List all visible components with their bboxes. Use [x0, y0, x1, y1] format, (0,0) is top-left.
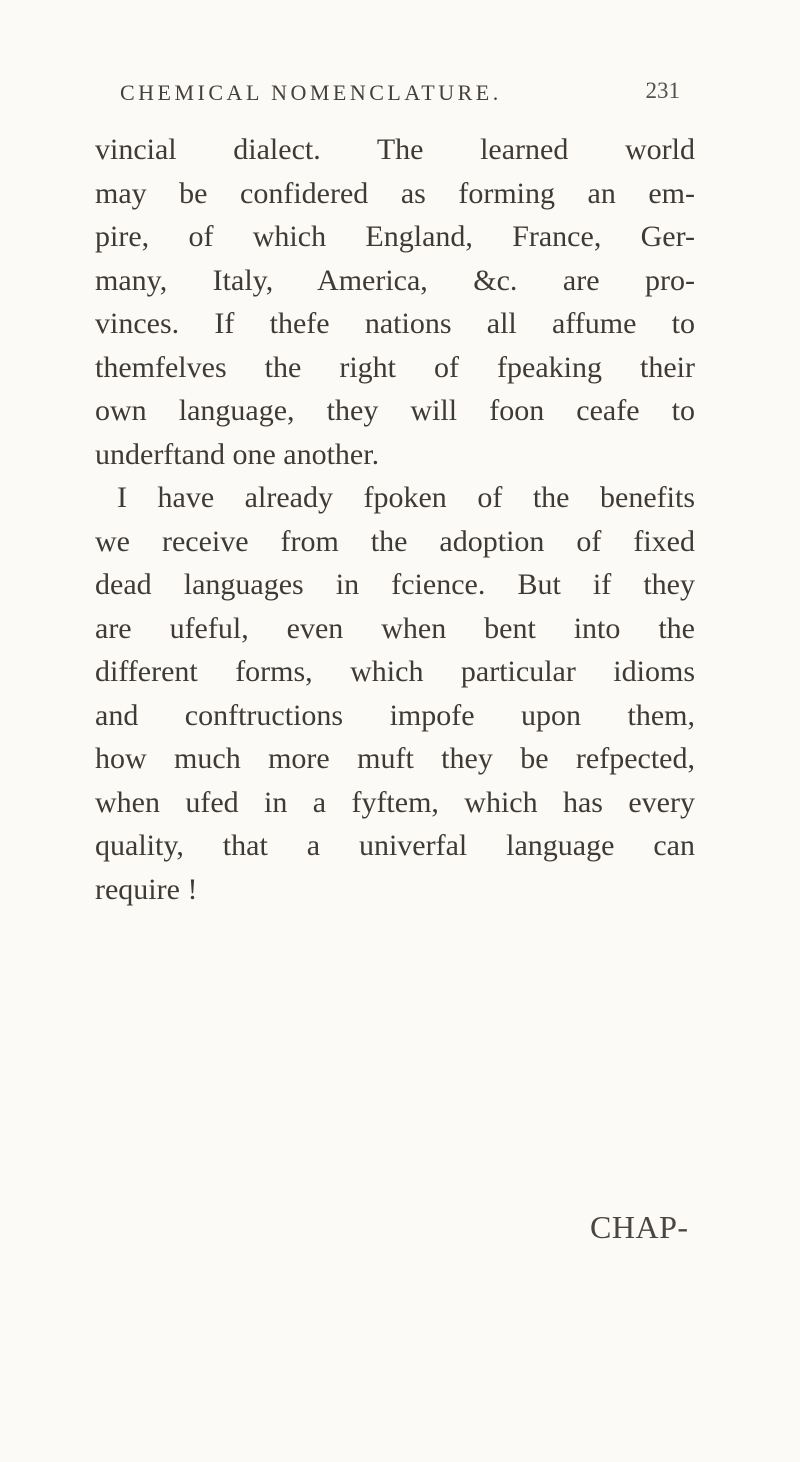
text-line: vinces. If thefe nations all affume to: [95, 307, 695, 340]
text-line: are ufeful, even when bent into the: [95, 611, 695, 645]
text-line: themfelves the right of fpeaking their: [95, 350, 695, 384]
text-line: own language, they will foon ceafe to: [95, 394, 695, 427]
body-text: [95, 128, 695, 911]
text-line: and conftructions impofe upon them,: [95, 698, 695, 732]
text-line: quality, that a univerfal language can: [95, 829, 695, 862]
text-line: different forms, which particular idioms: [95, 655, 695, 688]
catchword: CHAP-: [590, 1209, 689, 1245]
running-head: [96, 80, 686, 114]
running-head-title: CHEMICAL NOMENCLATURE.: [120, 80, 502, 105]
text-line: we receive from the adoption of fixed: [95, 524, 695, 558]
text-line: many, Italy, America, &c. are pro-: [95, 263, 695, 297]
text-line: how much more muft they be refpected,: [95, 742, 695, 775]
text-line: dead languages in fcience. But if they: [95, 568, 695, 601]
text-line: may be confidered as forming an em-: [95, 176, 695, 210]
text-line: underftand one another.: [95, 437, 380, 471]
page-number: 231: [645, 78, 680, 103]
text-line: I have already fpoken of the benefits: [117, 481, 695, 514]
text-line: require !: [95, 872, 198, 906]
text-line: when ufed in a fyftem, which has every: [95, 785, 695, 819]
text-line: pire, of which England, France, Ger-: [95, 220, 695, 253]
text-line: vincial dialect. The learned world: [95, 133, 695, 166]
